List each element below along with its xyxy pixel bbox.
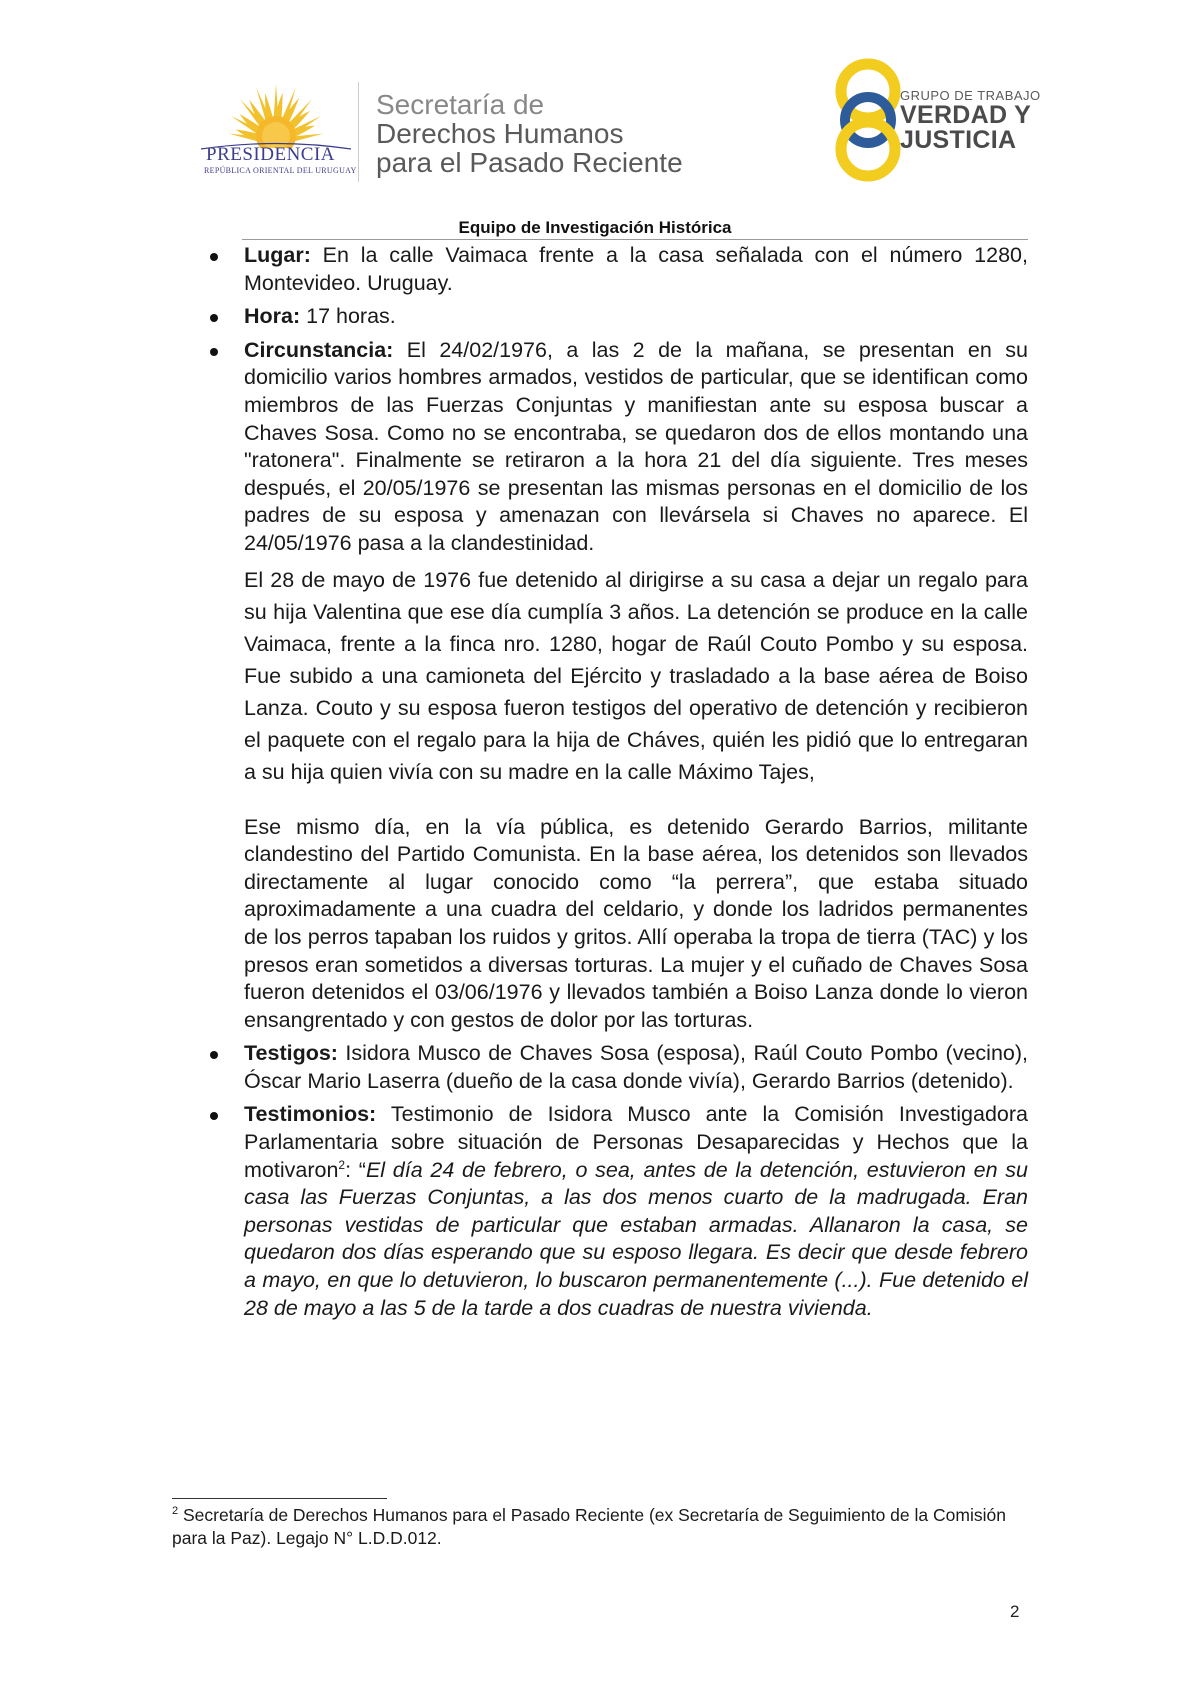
hora-label: Hora:: [244, 304, 301, 329]
verdad-justicia-wordmark: [900, 88, 1041, 153]
testigos-label: Testigos:: [244, 1041, 338, 1066]
page-number: 2: [1010, 1602, 1020, 1621]
footnote: [172, 1504, 1030, 1550]
secretaria-line-1: Secretaría de: [376, 89, 545, 120]
list-item-hora: [210, 303, 1028, 331]
bullet-icon: [210, 348, 218, 356]
list-item-testigos: [210, 1040, 1028, 1095]
bullet-icon: [210, 1051, 218, 1059]
bullet-icon: [210, 253, 218, 261]
page-header: [0, 52, 1190, 182]
circunstancia-label: Circunstancia:: [244, 337, 394, 362]
secretaria-line-2: Derechos Humanos: [376, 118, 624, 149]
secretaria-title: [376, 90, 683, 177]
testimonios-quote: El día 24 de febrero, o sea, antes de la detención, estuvieron en su casa las Fuerzas Conjuntas, a las dos menos cuarto de la madrugada. Eran personas vestidas de particular que estaban armadas. Allanaron la casa, se quedaron dos días esperando que su esposo llegara. Es decir que desde febrero a mayo, en que lo detuvieron, lo buscaron permanentemente (...). Fue detenido el 28 de mayo a las 5 de la tarde a dos cuadras de nuestra vivienda.: [244, 1157, 1029, 1320]
hora-text: 17 horas.: [300, 304, 396, 329]
presidencia-subtitle: REPÚBLICA ORIENTAL DEL URUGUAY: [204, 166, 357, 175]
logo-divider: [358, 82, 359, 182]
footnote-number: 2: [172, 1505, 179, 1518]
footnote-rule: [172, 1498, 387, 1499]
gvj-line-3: JUSTICIA: [900, 126, 1017, 154]
document-body: [210, 242, 1028, 1328]
testimonios-label: Testimonios:: [244, 1102, 377, 1127]
bullet-icon: [210, 314, 218, 322]
presidencia-wordmark: PRESIDENCIA: [206, 144, 336, 165]
bullet-icon: [210, 1112, 218, 1120]
circunstancia-text: El 24/02/1976, a las 2 de la mañana, se presentan en su domicilio varios hombres armados, vestidos de particular, que se identifican como miembros de las Fuerzas Conjuntas y manifiestan ante su esposa buscar a Chaves Sosa. Como no se encontraba, se quedaron dos de ellos montando una "ratonera". Finalmente se retiraron a la hora 21 del día siguiente. Tres meses después, el 20/05/1976 se presentan las mismas personas en el domicilio de los padres de su esposa y amenazan con llevársela si Chaves no aparece. El 24/05/1976 pasa a la clandestinidad.: [244, 337, 1028, 555]
testigos-text: Isidora Musco de Chaves Sosa (esposa), Raúl Couto Pombo (vecino), Óscar Mario Laserra (dueño de la casa donde vivía), Gerardo Barrios (detenido).: [244, 1041, 1028, 1093]
secretaria-line-3: para el Pasado Reciente: [376, 147, 683, 178]
list-item-testimonios: [210, 1101, 1028, 1322]
team-title: Equipo de Investigación Histórica: [458, 218, 732, 237]
gvj-line-1: GRUPO DE TRABAJO: [900, 88, 1041, 103]
header-rule: [242, 239, 1028, 240]
paragraph-detencion: El 28 de mayo de 1976 fue detenido al dirigirse a su casa a dejar un regalo para su hija Valentina que ese día cumplía 3 años. La detención se produce en la calle Vaimaca, frente a la finca nro. 1280, hogar de Raúl Couto Pombo y su esposa. Fue subido a una camioneta del Ejército y trasladado a la base aérea de Boiso Lanza. Couto y su esposa fueron testigos del operativo de detención y recibieron el paquete con el regalo para la hija de Cháves, quién les pidió que lo entregaran a su hija quien vivía con su madre en la calle Máximo Tajes,: [244, 567, 1028, 784]
testimonios-sep: : “: [345, 1157, 366, 1182]
list-item-circunstancia: [210, 337, 1028, 558]
lugar-label: Lugar:: [244, 243, 311, 267]
footnote-ref[interactable]: 2: [338, 1157, 346, 1172]
testimonios-text: Testimonio de Isidora Musco ante la Comisión Investigadora Parlamentaria sobre situación de Personas Desaparecidas y Hechos que la motivaron: [244, 1102, 1028, 1182]
lugar-text: En la calle Vaimaca frente a la casa señalada con el número 1280, Montevideo. Uruguay.: [244, 243, 1028, 295]
footnote-text: Secretaría de Derechos Humanos para el Pasado Reciente (ex Secretaría de Seguimiento de la Comisión para la Paz). Legajo N° L.D.D.012.: [172, 1505, 1006, 1548]
paragraph-barrios: Ese mismo día, en la vía pública, es detenido Gerardo Barrios, militante clandestino del Partido Comunista. En la base aérea, los detenidos son llevados directamente al lugar conocido como “la perrera”, que estaba situado aproximadamente a una cuadra del celdario, y donde los ladridos permanentes de los perros tapaban los ruidos y gritos. Allí operaba la tropa de tierra (TAC) y los presos eran sometidos a diversas torturas. La mujer y el cuñado de Chaves Sosa fueron detenidos el 03/06/1976 y llevados también a Boiso Lanza donde lo vieron ensangrentado y con gestos de dolor por las torturas.: [244, 814, 1028, 1032]
gvj-line-2: VERDAD Y: [900, 101, 1032, 129]
list-item-lugar: [210, 242, 1028, 297]
